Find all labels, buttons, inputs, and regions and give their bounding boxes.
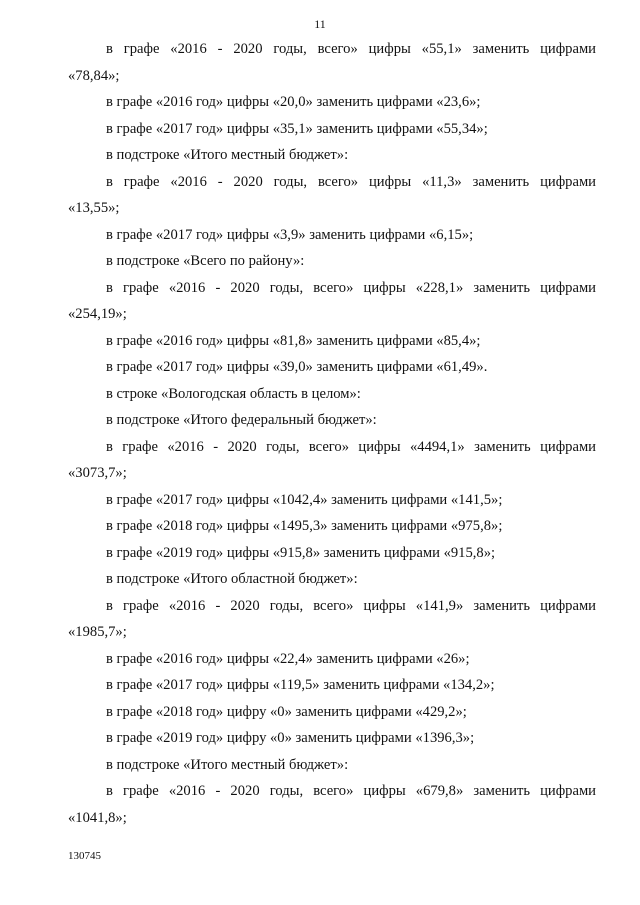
text-line: в подстроке «Итого местный бюджет»: [106, 147, 349, 163]
text-line: «254,19»; [68, 306, 127, 322]
text-line: «78,84»; [68, 67, 120, 84]
text-line: в строке «Вологодская область в целом»: [106, 385, 361, 402]
text-line: в графе «2016 год» цифры «20,0» заменить цифрами «23,6»; [106, 94, 481, 110]
text-line: в подстроке «Итого федеральный бюджет»: [106, 412, 377, 428]
text-line: в графе «2017 год» цифры «39,0» заменить цифрами «61,49». [106, 359, 488, 375]
text-line: «13,55»; [68, 200, 120, 216]
text-line: в графе «2016 - 2020 годы, всего» цифры «11,3» заменить цифрами [106, 173, 596, 190]
text-line: в графе «2019 год» цифру «0» заменить цифрами «1396,3»; [106, 730, 475, 746]
text-line: в графе «2017 год» цифры «119,5» заменить цифрами «134,2»; [106, 677, 495, 693]
text-line: в графе «2017 год» цифры «3,9» заменить цифрами «6,15»; [106, 226, 474, 243]
page-number: 11 [314, 17, 326, 31]
text-line: «1985,7»; [68, 624, 127, 640]
document-body [68, 36, 596, 831]
text-line: в графе «2016 - 2020 годы, всего» цифры «228,1» заменить цифрами [106, 279, 596, 296]
text-line: в подстроке «Итого областной бюджет»: [106, 571, 358, 587]
text-line: в графе «2016 - 2020 годы, всего» цифры «679,8» заменить цифрами [106, 783, 596, 799]
text-line: в графе «2016 год» цифры «81,8» заменить цифрами «85,4»; [106, 332, 481, 349]
text-line: в графе «2016 - 2020 годы, всего» цифры «4494,1» заменить цифрами [106, 438, 596, 455]
document-code: 130745 [68, 850, 101, 862]
text-line: «1041,8»; [68, 809, 127, 826]
text-line: в графе «2016 год» цифры «22,4» заменить цифрами «26»; [106, 650, 470, 667]
text-line: в графе «2018 год» цифры «1495,3» заменить цифрами «975,8»; [106, 518, 503, 534]
text-line: в графе «2017 год» цифры «35,1» заменить цифрами «55,34»; [106, 120, 488, 137]
text-line: в графе «2017 год» цифры «1042,4» заменить цифрами «141,5»; [106, 491, 503, 508]
text-line: в подстроке «Всего по району»: [106, 253, 305, 269]
text-line: в подстроке «Итого местный бюджет»: [106, 756, 349, 773]
text-line: в графе «2016 - 2020 годы, всего» цифры «55,1» заменить цифрами [106, 41, 596, 57]
text-line: в графе «2016 - 2020 годы, всего» цифры «141,9» заменить цифрами [106, 597, 596, 614]
text-line: «3073,7»; [68, 465, 127, 481]
text-line: в графе «2018 год» цифру «0» заменить цифрами «429,2»; [106, 703, 467, 720]
text-line: в графе «2019 год» цифры «915,8» заменить цифрами «915,8»; [106, 544, 496, 561]
